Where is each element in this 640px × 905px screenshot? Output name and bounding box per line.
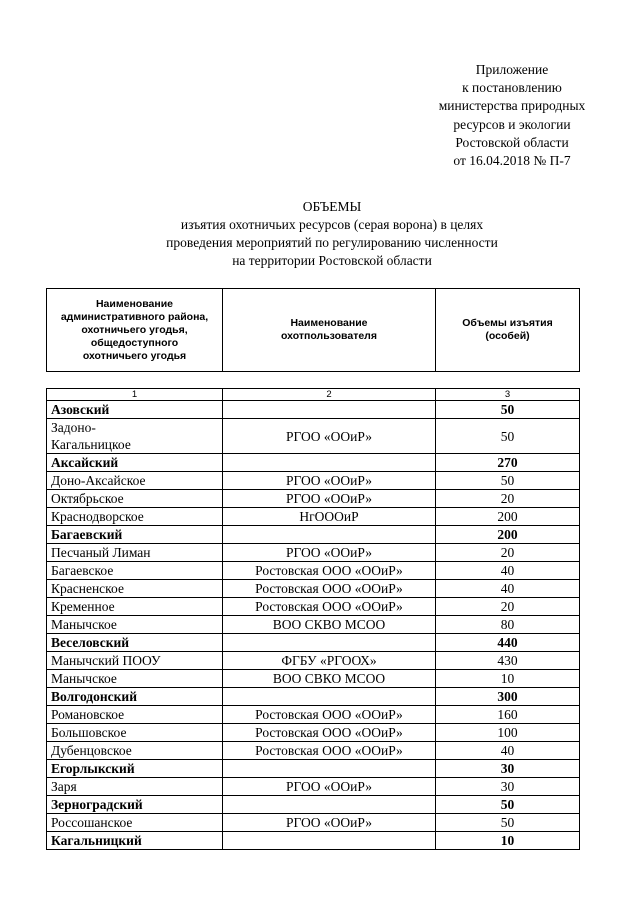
volume-cell: 40 [436,742,580,760]
table-row [47,742,580,760]
user-cell: РГОО «ООиР» [223,814,436,832]
table-row [47,472,580,490]
volume-cell: 30 [436,760,580,778]
volume-cell: 160 [436,706,580,724]
name-cell: Зерноградский [47,796,223,814]
document-title [120,198,544,270]
name-cell: Доно-Аксайское [47,472,223,490]
volume-cell: 40 [436,580,580,598]
name-cell: Манычское [47,670,223,688]
appendix-block [400,61,624,170]
user-cell [223,454,436,472]
volume-cell: 30 [436,778,580,796]
table-row [47,706,580,724]
volume-cell: 50 [436,401,580,419]
column-numbers-row [47,389,580,401]
user-cell: Ростовская ООО «ООиР» [223,724,436,742]
volume-cell: 100 [436,724,580,742]
name-cell: Краснодворское [47,508,223,526]
district-row [47,526,580,544]
user-cell [223,401,436,419]
name-cell: Заря [47,778,223,796]
appendix-line: от 16.04.2018 № П-7 [453,153,571,169]
user-cell: ФГБУ «РГООХ» [223,652,436,670]
volume-cell: 40 [436,562,580,580]
table-header [46,288,580,372]
column-number: 1 [47,389,223,401]
user-cell: Ростовская ООО «ООиР» [223,562,436,580]
district-row [47,401,580,419]
user-cell: ВОО СКВО МСОО [223,616,436,634]
data-table [46,388,580,850]
name-cell: Багаевское [47,562,223,580]
name-cell: Манычский ПООУ [47,652,223,670]
appendix-line: ресурсов и экологии [453,116,571,132]
volume-cell: 50 [436,814,580,832]
district-row [47,634,580,652]
table-row [47,580,580,598]
user-cell: Ростовская ООО «ООиР» [223,580,436,598]
volume-cell: 300 [436,688,580,706]
table-row [47,490,580,508]
user-cell [223,634,436,652]
volume-cell: 430 [436,652,580,670]
user-cell: НгОООиР [223,508,436,526]
user-cell [223,526,436,544]
name-cell: Большовское [47,724,223,742]
volume-cell: 20 [436,544,580,562]
volume-cell: 200 [436,526,580,544]
name-cell: Дубенцовское [47,742,223,760]
table-row [47,670,580,688]
volume-cell: 20 [436,490,580,508]
name-cell: Октябрьское [47,490,223,508]
name-cell: Азовский [47,401,223,419]
header-user-column: Наименование охотпользователя [223,289,436,372]
appendix-line: к постановлению [462,80,562,96]
table-row [47,778,580,796]
title-line: ОБЪЕМЫ [302,199,362,214]
district-row [47,796,580,814]
name-cell: Красненское [47,580,223,598]
name-cell: Песчаный Лиман [47,544,223,562]
name-cell: Задоно- Кагальницкое [47,419,223,454]
name-cell: Егорлыкский [47,760,223,778]
header-district-column: Наименование административного района, охотничьего угодья, общедоступного охотничьего угодья [47,289,223,372]
volume-cell: 80 [436,616,580,634]
title-line: на территории Ростовской области [232,253,432,268]
volume-cell: 50 [436,419,580,454]
column-number: 2 [223,389,436,401]
name-cell: Россошанское [47,814,223,832]
table-row [47,508,580,526]
user-cell [223,832,436,850]
volume-cell: 10 [436,670,580,688]
district-row [47,454,580,472]
name-cell: Веселовский [47,634,223,652]
name-cell: Волгодонский [47,688,223,706]
user-cell: Ростовская ООО «ООиР» [223,706,436,724]
table-row [47,598,580,616]
name-cell: Романовское [47,706,223,724]
title-line: изъятия охотничьих ресурсов (серая ворона) в целях [180,217,484,232]
title-line: проведения мероприятий по регулированию численности [166,235,498,250]
volume-cell: 440 [436,634,580,652]
appendix-line: министерства природных [438,98,586,114]
name-cell: Аксайский [47,454,223,472]
volume-cell: 50 [436,796,580,814]
table-row [47,724,580,742]
user-cell: РГОО «ООиР» [223,490,436,508]
user-cell [223,688,436,706]
user-cell: Ростовская ООО «ООиР» [223,598,436,616]
volume-cell: 50 [436,472,580,490]
volume-cell: 270 [436,454,580,472]
table-row [47,562,580,580]
table-row [47,544,580,562]
name-cell: Кагальницкий [47,832,223,850]
user-cell: РГОО «ООиР» [223,419,436,454]
user-cell: Ростовская ООО «ООиР» [223,742,436,760]
header-volume-column: Объемы изъятия (особей) [436,289,580,372]
district-row [47,760,580,778]
user-cell: РГОО «ООиР» [223,778,436,796]
user-cell: РГОО «ООиР» [223,472,436,490]
volume-cell: 10 [436,832,580,850]
appendix-line: Приложение [475,62,549,77]
volume-cell: 20 [436,598,580,616]
user-cell [223,796,436,814]
table-row [47,419,580,454]
table-row [47,616,580,634]
name-cell: Кременное [47,598,223,616]
name-cell: Манычское [47,616,223,634]
table-row [47,652,580,670]
name-cell: Багаевский [47,526,223,544]
user-cell [223,760,436,778]
user-cell: ВОО СВКО МСОО [223,670,436,688]
district-row [47,688,580,706]
appendix-line: Ростовской области [455,134,569,150]
column-number: 3 [436,389,580,401]
district-row [47,832,580,850]
volume-cell: 200 [436,508,580,526]
user-cell: РГОО «ООиР» [223,544,436,562]
table-row [47,814,580,832]
